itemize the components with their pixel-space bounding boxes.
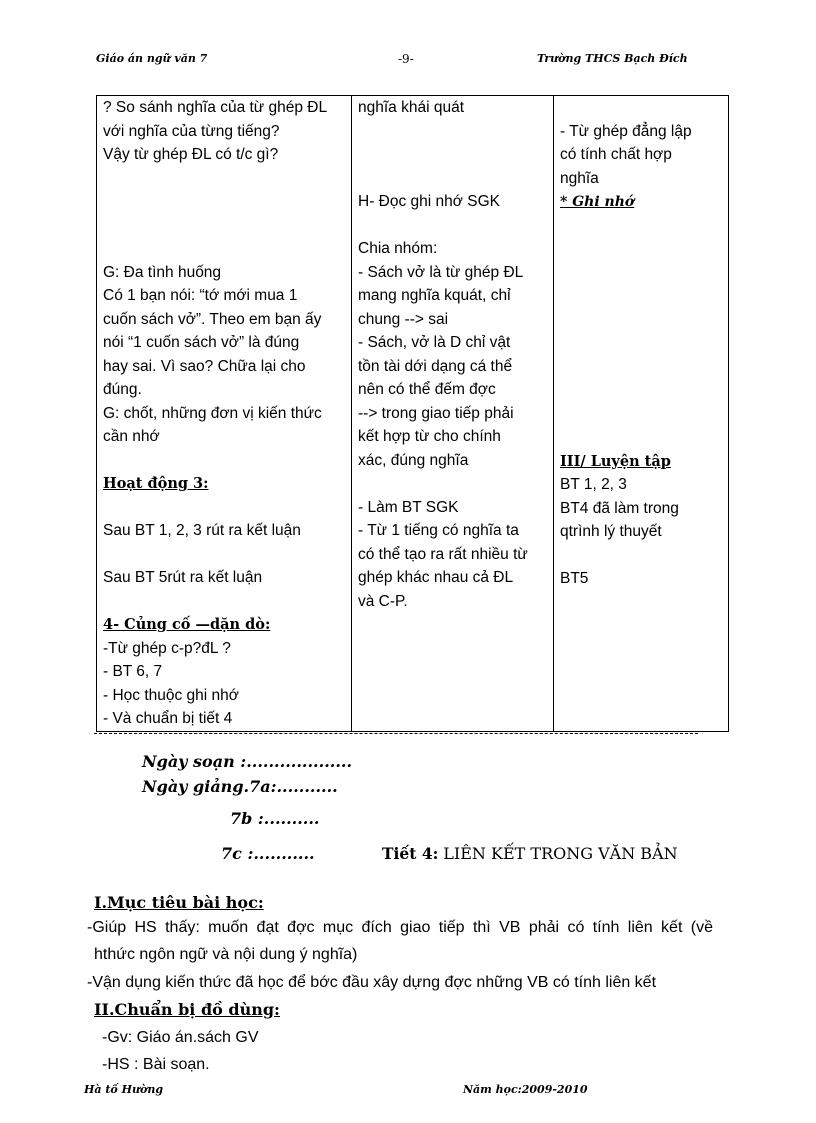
content-column	[554, 96, 729, 732]
consolidation-heading: 4- Củng cố —dặn dò:	[103, 616, 271, 633]
prep-date: Ngày soạn :...................	[142, 752, 353, 771]
question-line: ? So sánh nghĩa của từ ghép ĐL	[103, 99, 328, 116]
situation-line: nói “1 cuốn sách vở” là đúng	[103, 334, 300, 351]
group-line: tồn tài dới dạng cá thể	[358, 357, 513, 375]
practice-line: BT5	[560, 570, 589, 587]
answer-line: H- Đọc ghi nhớ SGK	[358, 193, 500, 210]
objectives-heading: I.Mục tiêu bài học:	[94, 893, 264, 912]
class-7b: 7b :..........	[230, 809, 320, 828]
teacher-note: G: Đa tình huống	[103, 263, 222, 281]
teach-date: Ngày giảng.7a:...........	[142, 777, 338, 796]
content-line: có tính chất hợp	[560, 146, 672, 163]
exercise-line: có thể tạo ra rất nhiều từ	[358, 545, 528, 563]
practice-line: qtrình lý thuyết	[560, 523, 662, 540]
student-column	[352, 96, 554, 732]
summary-heading: * Ghi nhớ	[560, 194, 635, 210]
situation-line: cuốn sách vở”. Theo em bạn ấy	[103, 310, 322, 328]
practice-line: BT4 đã làm trong	[560, 499, 679, 517]
lesson-table	[96, 95, 729, 732]
page-number: -9-	[398, 52, 414, 66]
consolidation-item: - Và chuẩn bị tiết 4	[103, 710, 233, 727]
preparation-line: -Gv: Giáo án.sách GV	[102, 1029, 259, 1046]
group-line: Chia nhóm:	[358, 240, 438, 257]
header-left: Giáo án ngữ văn 7	[96, 52, 208, 65]
content-line: nghĩa	[560, 169, 599, 187]
group-line: - Sách vở là từ ghép ĐL	[358, 263, 524, 281]
header-right: Trường THCS Bạch Đích	[537, 52, 688, 65]
teacher-note: cần nhớ	[103, 428, 160, 445]
group-line: - Sách, vở là D chỉ vật	[358, 334, 511, 351]
activity-heading: Hoạt động 3:	[103, 475, 209, 492]
situation-line: đúng.	[103, 381, 142, 398]
teacher-note: G: chốt, những đơn vị kiến thức	[103, 404, 322, 422]
group-line: nên có thể đếm đợc	[358, 381, 496, 398]
situation-line: Có 1 bạn nói: “tớ mới mua 1	[103, 287, 298, 304]
footer-year: Năm học:2009-2010	[463, 1083, 588, 1096]
preparation-heading: II.Chuẩn bị đồ dùng:	[94, 1000, 280, 1019]
class-7c: 7c :...........	[221, 844, 315, 863]
preparation-line: -HS : Bài soạn.	[102, 1056, 210, 1073]
exercise-line: - Từ 1 tiếng có nghĩa ta	[358, 522, 519, 539]
lesson-number: Tiết 4:	[382, 844, 439, 863]
question-line: Vậy từ ghép ĐL có t/c gì?	[103, 146, 279, 163]
objective-line: -Vận dụng kiến thức đã học để bớc đầu xây dựng đợc những VB có tính liên kết	[87, 974, 657, 991]
consolidation-item: - Học thuộc ghi nhớ	[103, 686, 239, 704]
exercise-line: - Làm BT SGK	[358, 498, 459, 516]
group-line: --> trong giao tiếp phải	[358, 404, 514, 422]
exercise-note: Sau BT 5rút ra kết luận	[103, 569, 263, 586]
group-line: chung --> sai	[358, 310, 449, 328]
lesson-name: LIÊN KẾT TRONG VĂN BẢN	[443, 844, 678, 863]
answer-line: nghĩa khái quát	[358, 99, 465, 116]
group-line: mang nghĩa kquát, chỉ	[358, 287, 511, 304]
question-line: với nghĩa của từng tiếng?	[103, 122, 280, 140]
footer-author: Hà tố Hường	[84, 1083, 164, 1096]
dashed-separator	[94, 733, 698, 736]
practice-line: BT 1, 2, 3	[560, 476, 627, 493]
objective-line: -Giúp HS thấy: muốn đạt đợc mục đích giao tiếp thì VB phải có tính liên kết (về	[87, 919, 713, 936]
lesson-title	[382, 844, 678, 863]
situation-line: hay sai. Vì sao? Chữa lại cho	[103, 357, 306, 375]
group-line: kết hợp từ cho chính	[358, 428, 501, 445]
exercise-note: Sau BT 1, 2, 3 rút ra kết luận	[103, 522, 301, 539]
consolidation-item: -Từ ghép c-p?đL ?	[103, 639, 231, 657]
objective-line: hthức ngôn ngữ và nội dung ý nghĩa)	[94, 946, 358, 963]
group-line: xác, đúng nghĩa	[358, 451, 469, 469]
consolidation-item: - BT 6, 7	[103, 663, 163, 680]
exercise-line: và C-P.	[358, 592, 408, 610]
teacher-column	[97, 96, 352, 732]
exercise-line: ghép khác nhau cả ĐL	[358, 569, 514, 586]
practice-heading: III/ Luyện tập	[560, 452, 671, 470]
content-line: - Từ ghép đẳng lập	[560, 122, 692, 140]
